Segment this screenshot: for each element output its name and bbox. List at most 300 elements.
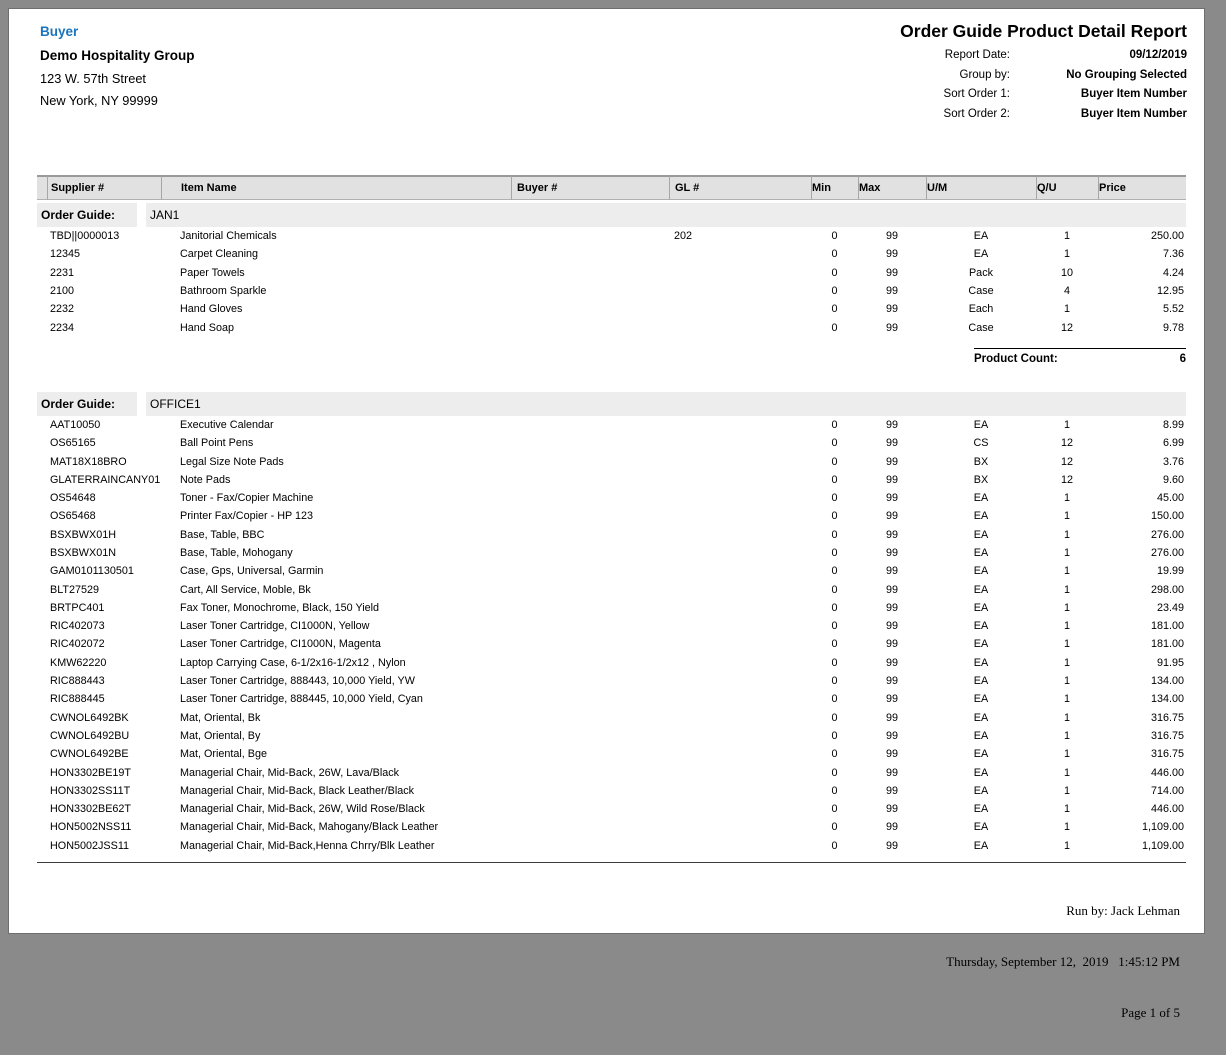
supplier-number-cell: OS65165 [50,437,96,450]
price-cell: 7.36 [1162,248,1184,261]
buyer-number-cell [511,245,669,263]
um-cell: EA [973,565,989,578]
min-cell: 0 [831,601,838,614]
price-cell: 181.00 [1150,620,1184,633]
item-name-cell: Laser Toner Cartridge, 888445, 10,000 Yield, Cyan [180,693,423,706]
min-cell: 0 [831,693,838,706]
supplier-number-cell: HON3302BE19T [50,766,132,779]
indent-cell [37,800,47,818]
max-cell: 99 [885,821,898,834]
gl-number-cell [669,526,811,544]
price-cell: 6.99 [1162,437,1184,450]
max-cell: 99 [885,437,898,450]
buyer-number-cell [511,617,669,635]
gl-number-cell: 202 [674,230,693,243]
max-cell: 99 [885,583,898,596]
price-cell: 19.99 [1156,565,1184,578]
gl-number-cell [669,282,811,300]
supplier-number-cell: 2232 [50,303,75,316]
item-name-cell: Paper Towels [180,266,245,279]
report-header-block [900,21,1187,127]
table-row [37,434,1186,452]
table-row [37,709,1186,727]
gl-number-cell [669,416,811,434]
buyer-number-cell [511,227,669,245]
item-name-cell: Base, Table, BBC [180,528,265,541]
sort-order-2-label: Sort Order 2: [943,107,1010,120]
buyer-number-cell [511,837,669,855]
table-row [37,245,1186,263]
buyer-number-cell [511,507,669,525]
supplier-number-cell: BLT27529 [50,583,100,596]
item-name-cell: Managerial Chair, Mid-Back,Henna Chrry/Blk Leather [180,839,435,852]
gl-number-cell [669,654,811,672]
min-cell: 0 [831,565,838,578]
buyer-address-block [40,24,195,115]
um-cell: BX [973,473,989,486]
group-gap-cell [37,373,1186,389]
buyer-number-cell [511,544,669,562]
item-name-cell: Mat, Oriental, Bk [180,711,261,724]
max-cell: 99 [885,492,898,505]
item-name-cell: Legal Size Note Pads [180,455,284,468]
min-cell: 0 [831,638,838,651]
item-name-cell: Managerial Chair, Mid-Back, 26W, Lava/Black [180,766,400,779]
gl-number-cell [669,264,811,282]
price-cell: 298.00 [1150,583,1184,596]
price-cell: 276.00 [1150,547,1184,559]
product-count-value: 6 [1179,352,1186,365]
um-cell: EA [973,601,989,614]
indent-cell [37,818,47,836]
item-name-cell: Printer Fax/Copier - HP 123 [180,510,314,523]
price-cell: 316.75 [1150,729,1184,742]
supplier-number-cell: MAT18X18BRO [50,455,127,468]
supplier-number-cell: BSXBWX01N [50,547,117,559]
um-cell: EA [973,748,989,761]
table-end-row [37,855,1186,863]
min-cell: 0 [831,455,838,468]
indent-cell [37,837,47,855]
um-cell: EA [973,693,989,706]
gl-number-cell [669,837,811,855]
max-cell: 99 [885,656,898,669]
item-name-cell: Base, Table, Mohogany [180,547,293,559]
max-cell: 99 [885,839,898,852]
item-name-cell: Managerial Chair, Mid-Back, Black Leather/Black [180,784,415,797]
price-cell: 91.95 [1156,656,1184,669]
sort-order-1-value: Buyer Item Number [1080,88,1187,100]
order-guide-band [37,389,1186,416]
supplier-number-cell: HON5002JSS11 [50,839,130,852]
um-cell: CS [973,437,989,450]
um-cell: EA [973,711,989,724]
table-row [37,507,1186,525]
qu-cell: 12 [1060,455,1073,468]
item-name-cell: Executive Calendar [180,418,274,431]
min-cell: 0 [831,711,838,724]
indent-cell [37,245,47,263]
max-cell: 99 [885,230,898,243]
indent-cell [37,434,47,452]
buyer-number-cell [511,782,669,800]
qu-cell: 1 [1063,547,1070,559]
indent-cell [37,635,47,653]
table-row [37,763,1186,781]
um-cell: EA [973,547,989,559]
min-cell: 0 [831,528,838,541]
table-row [37,654,1186,672]
qu-cell: 1 [1063,583,1070,596]
price-cell: 1,109.00 [1141,839,1184,852]
group-by-row [900,69,1187,81]
buyer-number-cell [511,672,669,690]
price-cell: 1,109.00 [1141,821,1184,834]
supplier-number-cell: RIC402073 [50,620,105,633]
item-name-cell: Case, Gps, Universal, Garmin [180,565,324,578]
price-cell: 12.95 [1156,285,1184,298]
report-title: Order Guide Product Detail Report [900,21,1187,41]
table-row [37,599,1186,617]
price-cell: 9.60 [1162,473,1184,486]
min-cell: 0 [831,821,838,834]
buyer-number-cell [511,818,669,836]
order-guide-label: Order Guide: [37,392,137,416]
buyer-number-cell [511,580,669,598]
gl-number-cell [669,635,811,653]
um-cell: EA [973,675,989,688]
order-guide-name: JAN1 [146,203,1186,227]
um-cell: EA [973,230,989,243]
um-cell: EA [973,492,989,505]
indent-cell [37,690,47,708]
max-cell: 99 [885,547,898,559]
min-cell: 0 [831,510,838,523]
indent-cell [37,318,47,336]
qu-cell: 1 [1063,675,1070,688]
supplier-number-cell: CWNOL6492BK [50,711,129,724]
order-guide-band [37,200,1186,227]
indent-cell [37,654,47,672]
min-cell: 0 [831,729,838,742]
qu-cell: 1 [1063,821,1070,834]
col-buyer-number: Buyer # [511,175,669,200]
indent-cell [37,416,47,434]
buyer-number-cell [511,690,669,708]
qu-cell: 1 [1063,803,1070,816]
qu-cell: 1 [1063,230,1070,243]
max-cell: 99 [885,418,898,431]
price-cell: 3.76 [1162,455,1184,468]
indent-cell [37,489,47,507]
supplier-number-cell: RIC402072 [50,638,105,651]
um-cell: Pack [968,266,993,279]
min-cell: 0 [831,473,838,486]
qu-cell: 1 [1063,693,1070,706]
max-cell: 99 [885,266,898,279]
indent-cell [37,300,47,318]
indent-cell [37,562,47,580]
table-row [37,672,1186,690]
min-cell: 0 [831,321,838,334]
table-row [37,745,1186,763]
min-cell: 0 [831,437,838,450]
supplier-number-cell: TBD||0000013 [50,230,120,243]
buyer-number-cell [511,800,669,818]
address-line-1: 123 W. 57th Street [40,71,146,86]
buyer-number-cell [511,709,669,727]
qu-cell: 1 [1063,620,1070,633]
indent-cell [37,227,47,245]
gl-number-cell [669,434,811,452]
gl-number-cell [669,782,811,800]
supplier-number-cell: GLATERRAINCANY01 [50,473,161,486]
min-cell: 0 [831,230,838,243]
order-guide-label: Order Guide: [37,203,137,227]
supplier-number-cell: 2231 [50,266,75,279]
table-row [37,282,1186,300]
buyer-number-cell [511,526,669,544]
max-cell: 99 [885,638,898,651]
max-cell: 99 [885,473,898,486]
report-date-row [900,49,1187,61]
supplier-number-cell: CWNOL6492BU [50,729,130,742]
supplier-number-cell: HON3302BE62T [50,803,132,816]
supplier-number-cell: KMW62220 [50,656,107,669]
min-cell: 0 [831,266,838,279]
um-cell: BX [973,455,989,468]
indent-cell [37,452,47,470]
um-cell: EA [973,528,989,541]
gl-number-cell [669,617,811,635]
max-cell: 99 [885,693,898,706]
max-cell: 99 [885,303,898,316]
um-cell: EA [973,620,989,633]
gl-number-cell [669,727,811,745]
table-row [37,544,1186,562]
price-cell: 316.75 [1150,748,1184,761]
price-cell: 446.00 [1150,766,1184,779]
supplier-number-cell: GAM0101130501 [50,565,134,578]
table-row [37,452,1186,470]
um-cell: EA [973,418,989,431]
min-cell: 0 [831,418,838,431]
indent-cell [37,507,47,525]
max-cell: 99 [885,248,898,261]
item-name-cell: Toner - Fax/Copier Machine [180,492,314,505]
supplier-number-cell: 12345 [50,248,81,261]
min-cell: 0 [831,248,838,261]
um-cell: EA [973,729,989,742]
um-cell: EA [973,784,989,797]
table-row [37,690,1186,708]
max-cell: 99 [885,601,898,614]
supplier-number-cell: OS65468 [50,510,96,523]
supplier-number-cell: 2100 [50,285,75,298]
min-cell: 0 [831,492,838,505]
price-cell: 150.00 [1150,510,1184,523]
min-cell: 0 [831,285,838,298]
table-row [37,264,1186,282]
um-cell: EA [973,803,989,816]
qu-cell: 1 [1063,784,1070,797]
max-cell: 99 [885,510,898,523]
order-guide-band-inner [37,203,1186,227]
col-max: Max [858,175,926,200]
product-count-cell [37,337,1186,373]
indent-cell [37,672,47,690]
run-by-text: Run by: Jack Lehman [1066,903,1180,918]
col-gl-number: GL # [669,175,811,200]
item-name-cell: Note Pads [180,473,231,486]
indent-cell [37,471,47,489]
gl-number-cell [669,818,811,836]
price-cell: 181.00 [1150,638,1184,651]
table-row [37,227,1186,245]
gl-number-cell [669,690,811,708]
qu-cell: 1 [1063,711,1070,724]
buyer-number-cell [511,635,669,653]
price-cell: 23.49 [1156,601,1184,614]
max-cell: 99 [885,285,898,298]
order-guide-gap [137,392,146,416]
order-guide-band-inner [37,392,1186,416]
gl-number-cell [669,318,811,336]
qu-cell: 1 [1063,492,1070,505]
supplier-number-cell: CWNOL6492BE [50,748,129,761]
indent-cell [37,544,47,562]
um-cell: EA [973,583,989,596]
sort-order-1-row [900,88,1187,100]
min-cell: 0 [831,656,838,669]
gl-number-cell [669,672,811,690]
table-row [37,489,1186,507]
report-table-body [37,200,1186,863]
run-datetime: Thursday, September 12, 2019 1:45:12 PM [946,954,1180,969]
sort-order-2-value: Buyer Item Number [1080,107,1187,120]
report-date-label: Report Date: [944,49,1010,61]
qu-cell: 1 [1063,601,1070,614]
buyer-number-cell [511,452,669,470]
um-cell: Case [968,321,994,334]
buyer-number-cell [511,300,669,318]
table-row [37,562,1186,580]
indent-cell [37,763,47,781]
table-row [37,416,1186,434]
price-cell: 316.75 [1150,711,1184,724]
indent-cell [37,782,47,800]
gl-number-cell [669,300,811,318]
buyer-number-cell [511,282,669,300]
gl-number-cell [669,507,811,525]
min-cell: 0 [831,784,838,797]
gl-number-cell [669,745,811,763]
qu-cell: 1 [1063,748,1070,761]
buyer-label: Buyer [40,24,79,39]
supplier-number-cell: RIC888443 [50,675,105,688]
qu-cell: 1 [1063,839,1070,852]
report-footer [946,868,1180,1055]
qu-cell: 1 [1063,766,1070,779]
supplier-number-cell: BSXBWX01H [50,528,117,541]
item-name-cell: Mat, Oriental, By [180,729,261,742]
price-cell: 134.00 [1150,693,1184,706]
gl-number-cell [669,599,811,617]
min-cell: 0 [831,675,838,688]
indent-cell [37,617,47,635]
max-cell: 99 [885,748,898,761]
price-cell: 9.78 [1162,321,1184,334]
item-name-cell: Laser Toner Cartridge, CI1000N, Yellow [180,620,370,633]
price-cell: 276.00 [1150,528,1184,541]
order-guide-band-cell [37,200,1186,227]
buyer-number-cell [511,562,669,580]
table-row [37,318,1186,336]
item-name-cell: Hand Soap [180,321,235,334]
qu-cell: 10 [1060,266,1073,279]
max-cell: 99 [885,528,898,541]
table-row [37,782,1186,800]
group-by-label: Group by: [959,68,1010,81]
buyer-number-cell [511,745,669,763]
item-name-cell: Carpet Cleaning [180,248,259,261]
buyer-number-cell [511,471,669,489]
um-cell: EA [973,638,989,651]
buyer-number-cell [511,727,669,745]
report-date-value: 09/12/2019 [1129,49,1187,61]
max-cell: 99 [885,675,898,688]
min-cell: 0 [831,303,838,316]
supplier-number-cell: BRTPC401 [50,601,105,614]
um-cell: EA [973,248,989,261]
buyer-number-cell [511,264,669,282]
order-guide-band-cell [37,389,1186,416]
max-cell: 99 [885,729,898,742]
product-count-box [974,348,1186,365]
item-name-cell: Hand Gloves [180,303,243,316]
qu-cell: 12 [1060,321,1073,334]
table-row [37,837,1186,855]
qu-cell: 1 [1063,528,1070,541]
qu-cell: 1 [1063,656,1070,669]
qu-cell: 12 [1060,473,1073,486]
min-cell: 0 [831,547,838,559]
min-cell: 0 [831,620,838,633]
buyer-number-cell [511,416,669,434]
indent-cell [37,580,47,598]
group-by-value: No Grouping Selected [1066,68,1187,81]
qu-cell: 1 [1063,303,1070,316]
max-cell: 99 [885,455,898,468]
gl-number-cell [669,544,811,562]
min-cell: 0 [831,766,838,779]
address-line-2: New York, NY 99999 [40,93,158,108]
item-name-cell: Ball Point Pens [180,437,254,450]
item-name-cell: Laser Toner Cartridge, 888443, 10,000 Yield, YW [180,675,415,688]
price-cell: 5.52 [1162,303,1184,316]
price-cell: 45.00 [1156,492,1184,505]
buyer-number-cell [511,599,669,617]
table-row [37,727,1186,745]
um-cell: EA [973,821,989,834]
col-item-name: Item Name [161,175,511,200]
gl-number-cell [669,800,811,818]
gl-number-cell [669,763,811,781]
table-header-row [37,175,1186,200]
col-price: Price [1098,175,1186,200]
max-cell: 99 [885,620,898,633]
buyer-number-cell [511,318,669,336]
